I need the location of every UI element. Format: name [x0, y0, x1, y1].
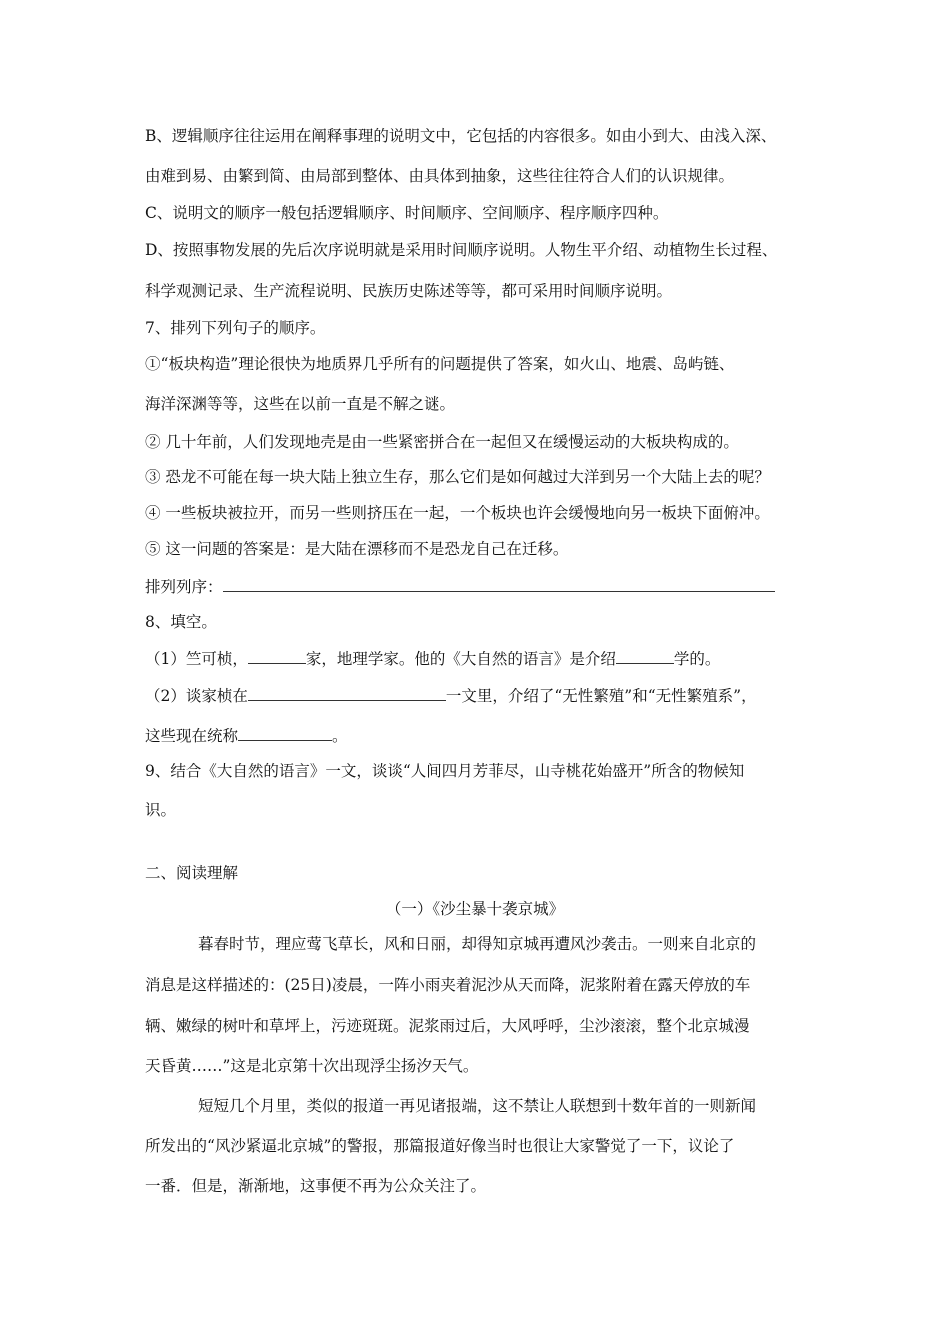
- fill-1-blank-b[interactable]: [616, 648, 674, 664]
- paragraph-1-line-4: 天昏黄……”这是北京第十次出现浮尘扬汐天气。: [145, 1057, 479, 1075]
- article-title: （一）《沙尘暴十袭京城》: [385, 900, 565, 918]
- sentence-1-line-2: 海洋深渊等等，这些在以前一直是不解之谜。: [145, 395, 456, 413]
- fill-1-blank-a[interactable]: [248, 648, 306, 664]
- sentence-4: ④ 一些板块被拉开，而另一些则挤压在一起，一个板块也许会缓慢地向另一板块下面俯冲。: [145, 504, 770, 522]
- paragraph-1-line-1: 暮春时节，理应莺飞草长，风和日丽，却得知京城再遭风沙袭击。一则来自北京的: [198, 935, 757, 953]
- paragraph-2-line-1: 短短几个月里，类似的报道一再见诸报端，这不禁让人联想到十数年首的一则新闻: [198, 1097, 757, 1115]
- paragraph-2-line-2: 所发出的“风沙紧逼北京城”的警报，那篇报道好像当时也很让大家警觉了一下，议论了: [145, 1137, 735, 1155]
- sentence-1-line-1: ①“板块构造”理论很快为地质界几乎所有的问题提供了答案，如火山、地震、岛屿链、: [145, 355, 735, 373]
- fill-2-row-2: [145, 725, 348, 746]
- sentence-2: ② 几十年前，人们发现地壳是由一些紧密拼合在一起但又在缓慢运动的大板块构成的。: [145, 433, 739, 451]
- fill-2-text-d: 。: [332, 727, 348, 745]
- order-answer-row: [145, 576, 775, 597]
- option-d-line-1: D、按照事物发展的先后次序说明就是采用时间顺序说明。人物生平介绍、动植物生长过程、: [145, 241, 778, 259]
- fill-1-text-a: （1）竺可桢，: [145, 650, 248, 668]
- fill-1-text-b: 家，地理学家。他的《大自然的语言》是介绍: [305, 650, 616, 668]
- fill-2-text-a: （2）谈家桢在: [145, 687, 248, 705]
- option-b-line-1: B、逻辑顺序往往运用在阐释事理的说明文中，它包括的内容很多。如由小到大、由浅入深、: [145, 127, 777, 145]
- fill-2-blank-b[interactable]: [238, 725, 332, 741]
- fill-2-text-b: 一文里，介绍了“无性繁殖”和“无性繁殖系”，: [445, 687, 757, 705]
- option-b-line-2: 由难到易、由繁到简、由局部到整体、由具体到抽象，这些往往符合人们的认识规律。: [145, 167, 735, 185]
- order-answer-blank[interactable]: [223, 576, 775, 592]
- question-9-line-1: 9、结合《大自然的语言》一文，谈谈“人间四月芳菲尽，山寺桃花始盛开”所含的物候知: [145, 762, 745, 780]
- sentence-3: ③ 恐龙不可能在每一块大陆上独立生存，那么它们是如何越过大洋到另一个大陆上去的呢？: [145, 468, 770, 486]
- section-2-heading: 二、阅读理解: [145, 864, 239, 882]
- fill-2-text-c: 这些现在统称: [145, 727, 239, 745]
- question-8: 8、填空。: [145, 613, 217, 631]
- fill-1-text-c: 学的。: [673, 650, 721, 668]
- paragraph-1-line-2: 消息是这样描述的：(25日)凌晨，一阵小雨夹着泥沙从天而降，泥浆附着在露天停放的车: [145, 976, 751, 994]
- fill-2-blank-a[interactable]: [248, 685, 446, 701]
- fill-2-row: [145, 685, 757, 706]
- fill-1-row: [145, 648, 720, 669]
- question-9-line-2: 识。: [145, 801, 177, 819]
- sentence-5: ⑤ 这一问题的答案是：是大陆在漂移而不是恐龙自己在迁移。: [145, 540, 569, 558]
- question-7: 7、排列下列句子的顺序。: [145, 319, 326, 337]
- option-c: C、说明文的顺序一般包括逻辑顺序、时间顺序、空间顺序、程序顺序四种。: [145, 204, 669, 222]
- paragraph-2-line-3: 一番．但是，渐渐地，这事便不再为公众关注了。: [145, 1177, 487, 1195]
- paragraph-1-line-3: 辆、嫩绿的树叶和草坪上，污迹斑斑。泥浆雨过后，大风呼呼，尘沙滚滚，整个北京城漫: [145, 1017, 750, 1035]
- order-label: 排列列序：: [145, 578, 223, 596]
- option-d-line-2: 科学观测记录、生产流程说明、民族历史陈述等等，都可采用时间顺序说明。: [145, 282, 673, 300]
